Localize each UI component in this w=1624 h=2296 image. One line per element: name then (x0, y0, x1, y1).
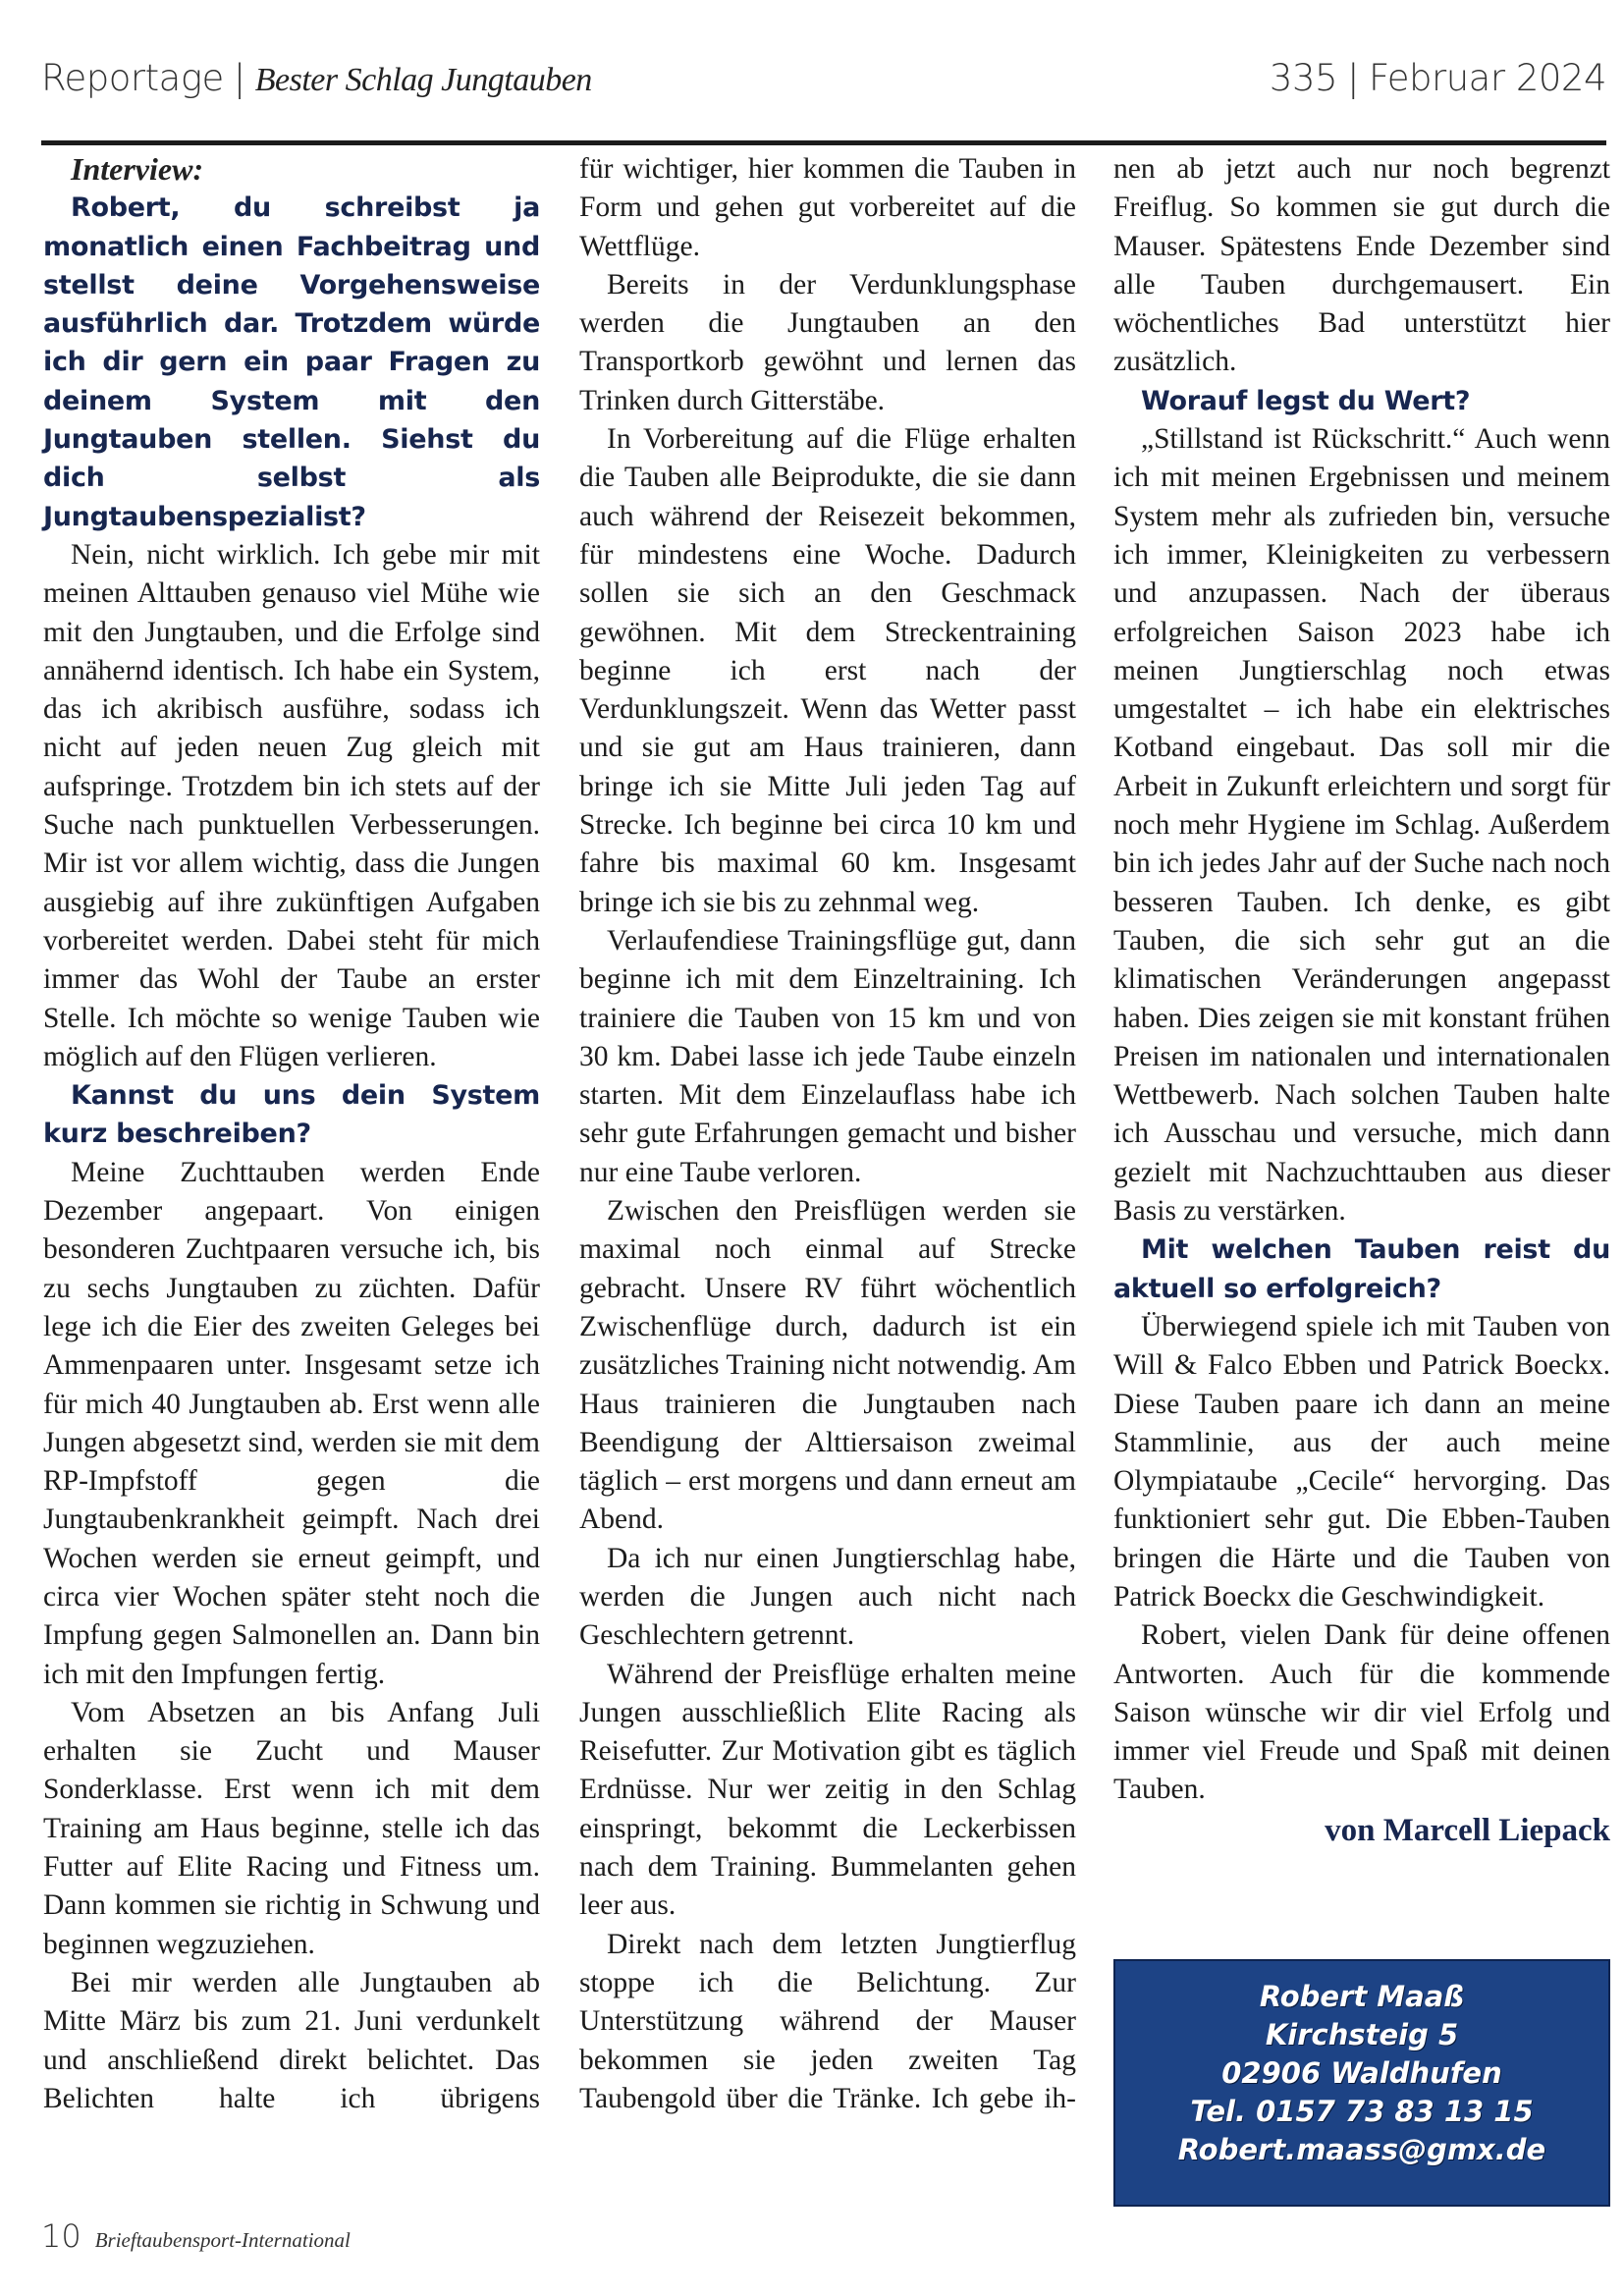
paragraph: Zwischen den Preisflügen werden sie maximal noch einmal auf Strecke gebracht. Unsere RV führt wöchentlich Zwischenflüge durch, dadurch ist ein zusätzliches Training nicht notwendig. Am Haus trainieren die Jungtauben nach Beendigung der Alttiersaison zweimal täglich – erst morgens und dann erneut am Abend. (579, 1195, 1076, 1536)
paragraph: Da ich nur einen Jungtierschlag habe, werden die Jungen auch nicht nach Geschlechtern getrennt. (579, 1542, 1076, 1652)
contact-street: Kirchsteig 5 (1265, 2017, 1459, 2051)
paragraph: Überwiegend spiele ich mit Tauben von Will & Falco Ebben und Patrick Boeckx. Diese Tauben paare ich dann an meine Stammlinie, aus der auch meine Olympiataube „Cecile“ hervorging. Das funktioniert sehr gut. Die Ebben-Tauben bringen die Härte und die Tauben von Patrick Boeckx die Geschwindigkeit. (1113, 1310, 1610, 1613)
contact-phone: Tel. 0157 73 83 13 15 (1190, 2094, 1534, 2128)
column-1 (43, 150, 540, 2118)
paragraph: „Stillstand ist Rückschritt.“ Auch wenn ich mit meinen Ergebnissen und meinem System mehr als zufrieden bin, versuche ich immer, Kleinigkeiten zu verbessern und anzupassen. Nach der überaus erfolgreichen Saison 2023 habe ich meinen Jungtierschlag noch etwas umgestaltet – ich habe ein elektrisches Kotband eingebaut. Das soll mir die Arbeit in Zukunft erleichtern und sorgt für noch mehr Hygiene im Schlag. Außerdem bin ich jedes Jahr auf der Suche nach noch besseren Tauben. Ich denke, es gibt Tauben, die sich sehr gut an die klimatischen Veränderungen angepasst haben. Dies zeigen sie mit konstant frühen Preisen im nationalen und internationalen Wettbewerb. Nach solchen Tauben halte ich Ausschau und versuche, mich dann gezielt mit Nachzuchttauben aus dieser Basis zu verstärken. (1113, 423, 1610, 1228)
paragraph: Verlaufendiese Trainingsflüge gut, dann beginne ich mit dem Einzeltraining. Ich trainiere die Tauben von 15 km und von 30 km. Dabei lasse ich jede Taube einzeln starten. Mit dem Einzelauflass habe ich sehr gute Erfahrungen gemacht und bisher nur eine Taube verloren. (579, 924, 1076, 1188)
paragraph: Während der Preisflüge erhalten meine Jungen ausschließlich Elite Racing als Reisefutter. Zur Motivation gibt es täglich Erdnüsse. Nur wer zeitig in den Schlag einspringt, bekommt die Leckerbissen nach dem Training. Bummelanten gehen leer aus. (579, 1658, 1076, 1922)
question: Worauf legst du Wert? (1141, 385, 1471, 416)
contact-email: Robert.maass@gmx.de (1177, 2132, 1546, 2166)
paragraph: Bei mir werden alle Jungtauben ab Mitte März bis zum 21. Juni verdunkelt und anschließend direkt belichtet. Das Belichten halte ich übrigens (43, 1966, 540, 2114)
issue-date: Februar 2024 (1369, 57, 1606, 99)
question: Kannst du uns dein System kurz beschreiben? (43, 1080, 540, 1150)
page-footer (41, 2217, 351, 2255)
paragraph: Robert, vielen Dank für deine offenen Antworten. Auch für die kommende Saison wünsche wir dir viel Erfolg und immer viel Freude und Spaß mit deinen Tauben. (1113, 1619, 1610, 1806)
header-divider: | (233, 57, 245, 99)
question: Robert, du schreibst ja monatlich einen Fachbeitrag und stellst deine Vorgehensweise ausführlich dar. Trotzdem würde ich dir gern ein paar Fragen zu deinem System mit den Jungtauben stellen. Siehst du dich selbst als Jungtaubenspezialist? (43, 192, 540, 532)
contact-box (1113, 1959, 1610, 2207)
running-header-left (41, 57, 592, 99)
paragraph: Direkt nach dem letzten Jungtierflug stoppe ich die Belichtung. Zur Unterstützung während der Mauser bekommen sie jeden zweiten Tag Taubengold über die Tränke. Ich gebe ih- (579, 1928, 1076, 2114)
paragraph: In Vorbereitung auf die Flüge erhalten die Tauben alle Beiprodukte, die sie dann auch während der Reisezeit bekommen, für mindestens eine Woche. Dadurch sollen sie sich an den Geschmack gewöhnen. Mit dem Streckentraining beginne ich erst nach der Verdunklungszeit. Wenn das Wetter passt und sie gut am Haus trainieren, dann bringe ich sie Mitte Juli jeden Tag auf Strecke. Ich beginne bei circa 10 km und fahre bis maximal 60 km. Insgesamt bringe ich sie bis zu zehnmal weg. (579, 423, 1076, 918)
issue-number: 335 (1269, 57, 1338, 99)
contact-city: 02906 Waldhufen (1221, 2055, 1502, 2090)
page-number: 10 (41, 2217, 81, 2255)
header-divider: | (1347, 57, 1360, 99)
topic-label: Bester Schlag Jungtauben (254, 62, 592, 98)
author-byline: von Marcell Liepack (1325, 1812, 1610, 1848)
running-header-right (1270, 57, 1606, 99)
magazine-name: Brieftaubensport-International (94, 2228, 351, 2252)
interview-heading: Interview: (71, 151, 204, 187)
paragraph: Meine Zuchttauben werden Ende Dezember angepaart. Von einigen besonderen Zuchtpaaren versuche ich, bis zu sechs Jungtauben zu züchten. Dafür lege ich die Eier des zweiten Geleges bei Ammenpaaren unter. Insgesamt setze ich für mich 40 Jungtauben ab. Erst wenn alle Jungen abgesetzt sind, werden sie mit dem RP-Impfstoff gegen die Jungtaubenkrankheit geimpft. Nach drei Wochen werden sie erneut geimpft, und circa vier Wochen später steht noch die Impfung gegen Salmonellen an. Dann bin ich mit den Impfungen fertig. (43, 1156, 540, 1690)
paragraph: Vom Absetzen an bis Anfang Juli erhalten sie Zucht und Mauser Sonderklasse. Erst wenn ich mit dem Training am Haus beginne, stelle ich das Futter auf Elite Racing und Fitness um. Dann kommen sie richtig in Schwung und beginnen wegzuziehen. (43, 1696, 540, 1960)
column-2 (579, 150, 1076, 2118)
header-rule (41, 140, 1606, 145)
question: Mit welchen Tauben reist du aktuell so erfolgreich? (1113, 1234, 1610, 1304)
paragraph: für wichtiger, hier kommen die Tauben in Form und gehen gut vorbereitet auf die Wettflüge. (579, 153, 1076, 262)
contact-name: Robert Maaß (1259, 1979, 1465, 2013)
paragraph: nen ab jetzt auch nur noch begrenzt Freiflug. So kommen sie gut durch die Mauser. Spätestens Ende Dezember sind alle Tauben durchgemausert. Ein wöchentliches Bad unterstützt hier zusätzlich. (1113, 153, 1610, 378)
paragraph: Bereits in der Verdunklungsphase werden die Jungtauben an den Transportkorb gewöhnt und lernen das Trinken durch Gitterstäbe. (579, 268, 1076, 416)
paragraph: Nein, nicht wirklich. Ich gebe mir mit meinen Alttauben genauso viel Mühe wie mit den Jungtauben, und die Erfolge sind annähernd identisch. Ich habe ein System, das ich akribisch ausführe, sodass ich nicht auf jeden neuen Zug gleich mit aufspringe. Trotzdem bin ich stets auf der Suche nach punktuellen Verbesserungen. Mir ist vor allem wichtig, dass die Jungen ausgiebig auf ihre zukünftigen Aufgaben vorbereitet werden. Dabei steht für mich immer das Wohl der Taube an erster Stelle. Ich möchte so wenige Tauben wie möglich auf den Flügen verlieren. (43, 538, 540, 1072)
section-label: Reportage (41, 57, 224, 99)
column-3 (1113, 150, 1610, 1850)
